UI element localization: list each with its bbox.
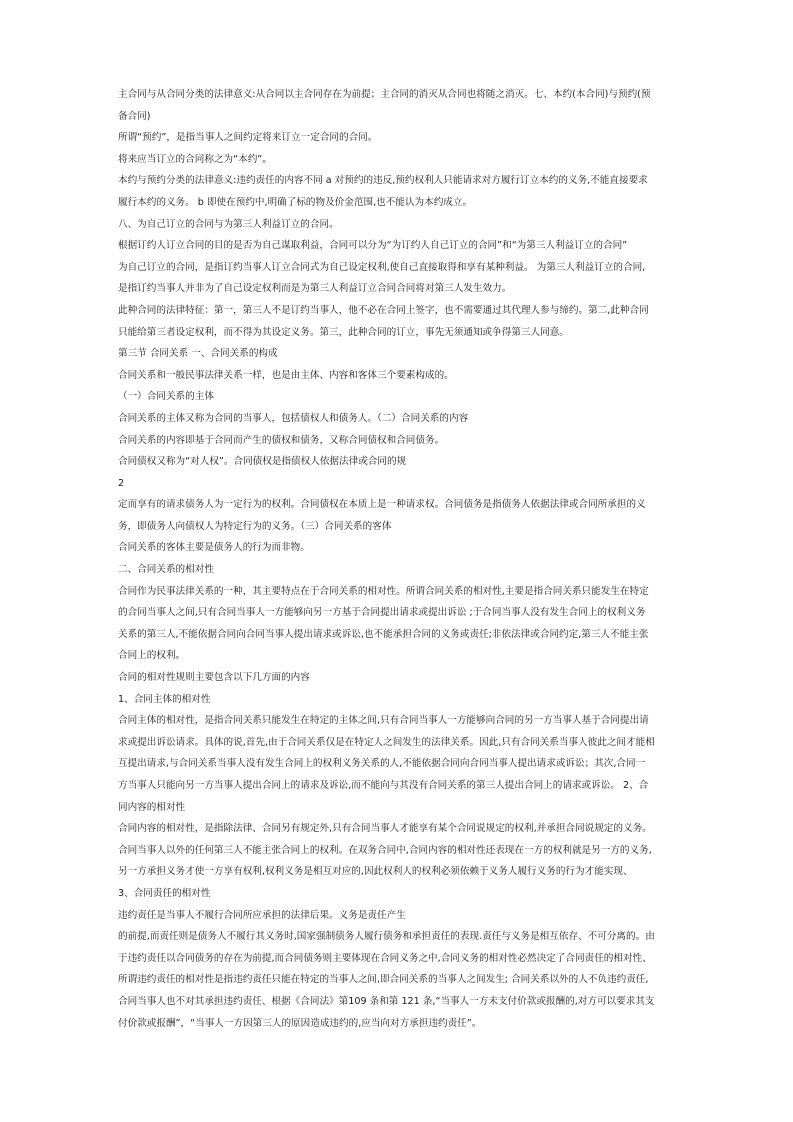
text-line: 合同关系的内容即基于合同而产生的债权和债务，又称合同债权和合同债务。 (118, 434, 445, 446)
text-line: 所谓违约责任的相对性是指违约责任只能在特定的当事人之间,即合同关系的当事人之间发生; 合同关系以外的人不负违约责任, (118, 974, 649, 986)
text-line: 互提出请求,与合同关系当事人没有发生合同上的权利义务关系的人,不能依据合同向合同当事人提出请求或诉讼；其次,合同一 (118, 758, 646, 770)
section-heading: 第三节 合同关系 一、合同关系的构成 (118, 348, 278, 360)
text-line: 求或提出诉讼请求。具体的说,首先,由于合同关系仅是在特定人之间发生的法律关系。因此,只有合同关系当事人彼此之间才能相 (118, 736, 655, 748)
text-line: 另一方承担义务才使一方享有权利,权利义务是相互对应的,因此权利人的权利必须依赖于义务人履行义务的行为才能实现、 (118, 866, 633, 878)
text-line: 合同的相对性规则主要包含以下几方面的内容 (118, 672, 310, 684)
text-line: 合同作为民事法律关系的一种，其主要特点在于合同关系的相对性。所谓合同关系的相对性,主要是指合同关系只能发生在特定 (118, 585, 649, 597)
text-line: 备合同) (118, 110, 151, 122)
text-line: 务，即债务人向债权人为特定行为的义务。（三）合同关系的客体 (118, 520, 392, 532)
section-heading: 二、合同关系的相对性 (118, 564, 214, 576)
text-line: 的合同当事人之间,只有合同当事人一方能够向另一方基于合同提出请求或提出诉讼 ;于合同当事人没有发生合同上的权利义务 (118, 607, 646, 619)
text-line: 定而享有的请求债务人为一定行为的权利。合同债权在本质上是一种请求权。合同债务是指债务人依据法律或合同所承担的义 (118, 499, 646, 511)
subsection-heading: 1、合同主体的相对性 (118, 693, 211, 705)
subsection-heading: 同内容的相对性 (118, 801, 186, 813)
text-line: 合同关系的主体又称为合同的当事人，包括债权人和债务人。（二）合同关系的内容 (118, 412, 469, 424)
text-line: 所谓“预约”，是指当事人之间约定将来订立一定合同的合同。 (118, 132, 378, 144)
section-heading: 八、为自己订立的合同与为第三人利益订立的合同。 (118, 218, 339, 230)
text-line: 是指订约当事人并非为了自己设定权利而是为第三人利益订立合同合同将对第三人发生效力。 (118, 283, 512, 295)
text-line: 付价款或报酬”，“当事人一方因第三人的原因造成违约的,应当向对方承担违约责任”。 (118, 1017, 482, 1029)
text-line: 违约责任是当事人不履行合同所应承担的法律后果。义务是责任产生 (118, 909, 406, 921)
text-line: 为自己订立的合同，是指订约当事人订立合同式为自己设定权利,使自己直接取得和享有某种利益。 为第三人利益订立的合同, (118, 261, 646, 273)
page-number: 2 (118, 477, 125, 489)
text-line: 合同关系的客体主要是债务人的行为而非物。 (118, 542, 310, 554)
text-line: 本约与预约分类的法律意义:违约责任的内容不同 a 对预约的违反,预约权利人只能请求对方履行订立本约的义务,不能直接要求 (118, 175, 648, 187)
text-line: 合同内容的相对性，是指除法律、合同另有规定外,只有合同当事人才能享有某个合同说规定的权利,并承担合同说规定的义务。 (118, 823, 652, 835)
document-body (118, 84, 678, 1034)
text-line: 此种合同的法律特征：第一，第三人不是订约当事人，他不必在合同上签字，也不需要通过其代理人参与缔约。第二,此种合同 (118, 304, 649, 316)
text-line: 合同当事人也不对其承担违约责任、根据《合同法》第109 条和第 121 条,“当事人一方未支付价款或报酬的,对方可以要求其支 (118, 995, 655, 1007)
subsection-heading: 3、合同责任的相对性 (118, 887, 211, 899)
subsection-heading: （一）合同关系的主体 (118, 391, 214, 403)
text-line: 合同当事人以外的任何第三人不能主张合同上的权利。在双务合同中,合同内容的相对性还表现在一方的权利就是另一方的义务, (118, 844, 652, 856)
text-line: 于违约责任以合同债务的存在为前提,而合同债务则主要体现在合同义务之中,合同义务的相对性必然决定了合同责任的相对性、 (118, 952, 652, 964)
text-line: 方当事人只能向另一方当事人提出合同上的请求及诉讼,而不能向与其没有合同关系的第三人提出合同上的请求或诉讼。 2、合 (118, 780, 649, 791)
text-line: 履行本约的义务。 b 即使在预约中,明确了标的物及价金范围,也不能认为本约成立。 (118, 196, 473, 208)
text-line: 的前提,而责任则是债务人不履行其义务时,国家强制债务人履行债务和承担责任的表现.责任与义务是相互依存、不可分离的。由 (118, 931, 655, 943)
text-line: 合同上的权利。 (118, 650, 186, 662)
text-line: 将来应当订立的合同称之为“本约”。 (118, 153, 272, 165)
text-line: 关系的第三人,不能依据合同向合同当事人提出请求或诉讼,也不能承担合同的义务或责任;非依法律或合同约定,第三人不能主张 (118, 628, 649, 640)
text-line: 合同关系和一般民事法律关系一样，也是由主体、内容和客体三个要素构成的。 (118, 369, 454, 381)
text-line: 合同主体的相对性，是指合同关系只能发生在特定的主体之间,只有合同当事人一方能够向合同的另一方当事人基于合同提出请 (118, 715, 649, 727)
text-line: 合同债权又称为“对人权”。合同债权是指债权人依据法律或合同的规 (118, 456, 407, 468)
text-line: 根据订约人订立合同的目的是否为自己谋取利益，合同可以分为“为订约人自己订立的合同”和“为第三人利益订立的合同” (118, 240, 628, 252)
text-line: 主合同与从合同分类的法律意义:从合同以主合同存在为前提；主合同的消灭从合同也将随之消灭。七、本约(本合同)与预约(预 (118, 89, 651, 100)
text-line: 只能给第三者设定权利，而不得为其设定义务。第三，此种合同的订立，事先无须通知或争得第三人同意。 (118, 326, 569, 338)
